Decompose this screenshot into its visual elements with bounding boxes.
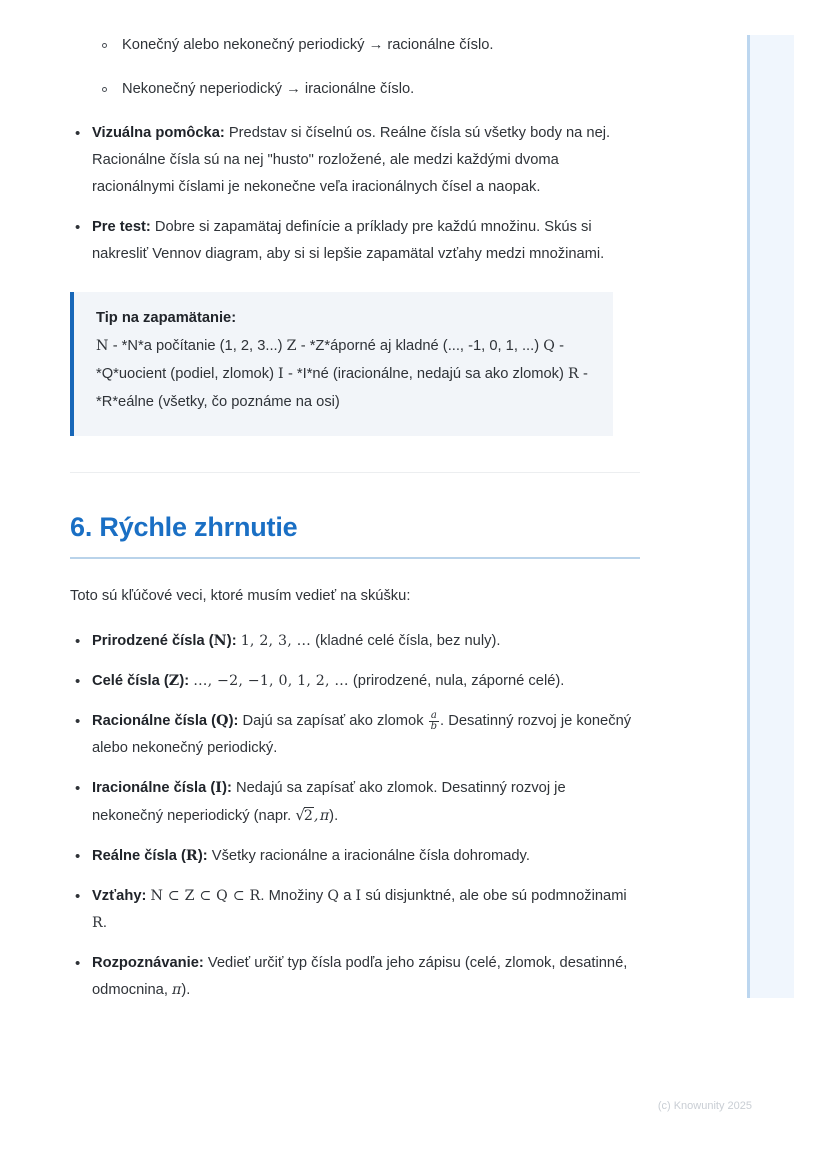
summary-text-rozpoznavanie-after: ). xyxy=(181,982,191,998)
tip-text-z: - *Z*áporné aj kladné (..., -1, 0, 1, ...) xyxy=(296,338,544,354)
sub-bullet-list xyxy=(70,32,640,103)
document-content xyxy=(70,0,640,1017)
summary-text-rozpoznavanie-before: Vedieť určiť typ čísla podľa jeho zápisu (celé, zlomok, desatinné, odmocnina, xyxy=(92,955,628,998)
summary-label-iracionalne: Iracionálne čísla (I): xyxy=(92,780,232,796)
summary-label-rozpoznavanie: Rozpoznávanie: xyxy=(92,955,204,971)
summary-text-cele: (prirodzené, nula, záporné celé). xyxy=(348,673,565,689)
tip-text-q: - *Q*uocient (podiel, zlomok) xyxy=(96,338,565,382)
section-divider xyxy=(70,472,640,473)
set-symbol-n: N xyxy=(96,338,109,354)
heading-underline-rule xyxy=(70,557,640,559)
tip-callout xyxy=(70,292,613,436)
set-symbol-r: R xyxy=(567,366,579,382)
list-item xyxy=(70,843,640,870)
summary-text-prirodzene: (kladné celé čísla, bez nuly). xyxy=(311,633,501,649)
list-item xyxy=(70,775,640,830)
tip-text-i: - *I*né (iracionálne, nedajú sa ako zlomok) xyxy=(283,366,568,382)
list-item xyxy=(70,708,640,762)
section-lead-text: Toto sú kľúčové veci, ktoré musím vedieť na skúšku: xyxy=(70,588,411,604)
bullet-label-vizualna-pomocka: Vizuálna pomôcka: xyxy=(92,125,225,141)
summary-label-racionalne: Racionálne čísla (Q): xyxy=(92,713,239,729)
set-symbol-z: Z xyxy=(168,673,180,689)
summary-label-cele: Celé čísla (Z): xyxy=(92,673,190,689)
set-symbol-r: R xyxy=(92,915,103,931)
summary-text-vztahy-mid: . Množiny xyxy=(260,888,328,904)
summary-text-racionalne-before: Dajú sa zapísať ako zlomok xyxy=(238,713,428,729)
set-symbol-r: R xyxy=(185,848,198,864)
tip-text-n: - *N*a počítanie (1, 2, 3...) xyxy=(108,338,287,354)
summary-text-vztahy-end: . xyxy=(102,915,107,931)
set-symbol-i: I xyxy=(278,366,284,382)
footer-copyright: (c) Knowunity 2025 xyxy=(657,1100,752,1112)
summary-list xyxy=(70,628,640,1004)
summary-text-vztahy-after: sú disjunktné, ale obe sú podmnožinami xyxy=(361,888,627,904)
list-item xyxy=(70,32,640,59)
fraction-a-over-b: $\frac{a}{b}$ xyxy=(430,710,438,733)
summary-label-prirodzene: Prirodzené čísla (N): xyxy=(92,633,237,649)
list-item xyxy=(70,883,640,937)
list-item xyxy=(70,76,640,103)
pi-symbol: π xyxy=(319,808,330,824)
summary-label-vztahy: Vzťahy: xyxy=(92,888,147,904)
summary-math-prirodzene: 1, 2, 3, … xyxy=(240,633,312,649)
page-side-scroll-indicator[interactable] xyxy=(747,35,794,998)
sub-bullet-text-1: Nekonečný neperiodický → iracionálne číslo. xyxy=(122,81,415,97)
set-symbol-z: Z xyxy=(286,338,297,354)
page-title: 6. Rýchle zhrnutie xyxy=(70,512,298,542)
main-bullet-list xyxy=(70,120,640,268)
set-symbol-q: Q xyxy=(327,888,340,904)
summary-text-realne: Všetky racionálne a iracionálne čísla dohromady. xyxy=(207,848,530,864)
list-item xyxy=(70,214,640,268)
sub-bullet-text-0: Konečný alebo nekonečný periodický → racionálne číslo. xyxy=(122,37,494,53)
set-relation-chain: N ⊂ Z ⊂ Q ⊂ R xyxy=(150,888,261,904)
list-item xyxy=(70,668,640,695)
list-item xyxy=(70,950,640,1004)
bullet-label-pre-test: Pre test: xyxy=(92,219,151,235)
summary-text-comma: , xyxy=(313,808,320,824)
tip-callout-title: Tip na zapamätanie: xyxy=(96,310,237,326)
summary-text-iracionalne-before: Nedajú sa zapísať ako zlomok. Desatinný rozvoj je nekonečný neperiodický (napr. xyxy=(92,780,566,824)
set-symbol-q: Q xyxy=(543,338,556,354)
set-symbol-q: Q xyxy=(216,713,229,729)
list-item xyxy=(70,120,640,201)
set-symbol-i: I xyxy=(355,888,362,904)
square-root-icon: √2 xyxy=(295,806,313,824)
summary-text-iracionalne-after: ). xyxy=(329,808,339,824)
summary-text-and: a xyxy=(339,888,356,904)
set-symbol-i: I xyxy=(215,780,223,796)
tip-text-r: - *R*eálne (všetky, čo poznáme na osi) xyxy=(96,366,588,410)
pi-symbol: π xyxy=(172,982,182,998)
tip-callout-body xyxy=(96,332,591,416)
bullet-text-pre-test: Dobre si zapamätaj definície a príklady pre každú množinu. Skús si nakresliť Vennov diagram, aby si si lepšie zapamätal vzťahy medzi množinami. xyxy=(92,219,605,262)
set-symbol-n: N xyxy=(213,633,227,649)
list-item xyxy=(70,628,640,655)
summary-text-racionalne-after: . Desatinný rozvoj je konečný alebo nekonečný periodický. xyxy=(92,713,632,756)
summary-math-cele: …, −2, −1, 0, 1, 2, … xyxy=(193,673,349,689)
summary-label-realne: Reálne čísla (R): xyxy=(92,848,208,864)
bullet-text-vizualna-pomocka: Predstav si číselnú os. Reálne čísla sú všetky body na nej. Racionálne čísla sú na nej "husto" rozložené, ale medzi každými dvoma racionálnymi číslami je nekonečne veľa iracionálnych čísel a naopak. xyxy=(92,125,611,195)
